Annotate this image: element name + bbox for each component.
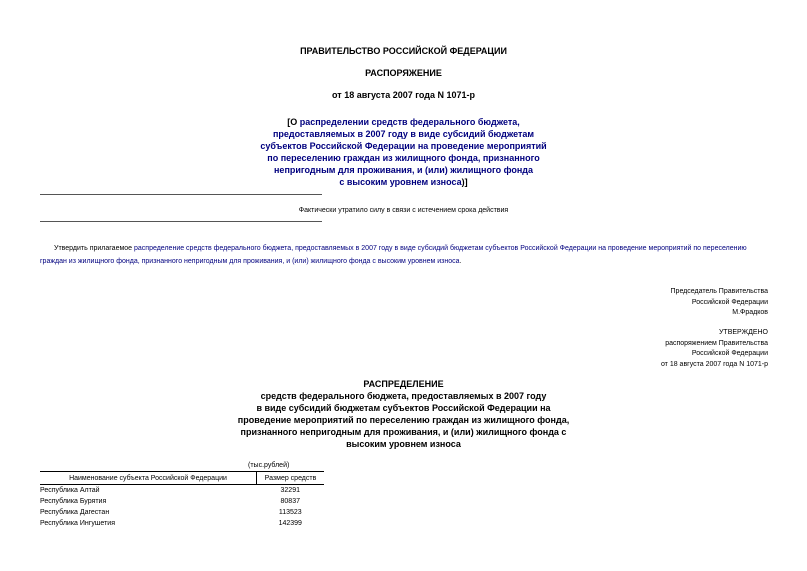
- region-name: Республика Бурятия: [40, 498, 107, 505]
- column-header-amount: Размер средств: [257, 472, 325, 485]
- subject-link-line-4[interactable]: по переселению граждан из жилищного фонда, признанного: [267, 153, 540, 163]
- distribution-title: [0, 378, 807, 450]
- subject-open-bracket: [О: [287, 117, 300, 127]
- column-header-region: Наименование субъекта Российской Федерации: [40, 472, 257, 485]
- region-amount: 80837: [280, 498, 300, 505]
- document-date-number: от 18 августа 2007 года N 1071-р: [332, 90, 475, 100]
- signature-organization: Российской Федерации: [691, 298, 768, 306]
- approval-block: [661, 328, 768, 370]
- table-row: [40, 518, 324, 529]
- region-name: Республика Дагестан: [40, 509, 110, 516]
- signature-name: М.Фрадков: [732, 309, 768, 316]
- region-amount: 142399: [278, 520, 302, 527]
- status-note: Фактически утратило силу в связи с истечением срока действия: [298, 207, 509, 214]
- table-header-row: [40, 472, 324, 485]
- distribution-link-part-1[interactable]: распределение средств федерального бюджета, предоставляемых в 2007 году в виде субсидий бюджетам субъектов Российской Федерации на проведение мероприятий по переселению: [134, 245, 747, 252]
- distribution-line-4: признанного непригодным для проживания, и (или) жилищного фонда с: [240, 427, 567, 437]
- signature-position: Председатель Правительства: [670, 288, 768, 295]
- approval-date: от 18 августа 2007 года N 1071-р: [660, 360, 768, 368]
- distribution-line-2: в виде субсидий бюджетам субъектов Российской Федерации на: [256, 403, 551, 413]
- table-row: [40, 496, 324, 507]
- distribution-line-5: высоким уровнем износа: [346, 439, 461, 449]
- approval-paragraph: [40, 242, 770, 268]
- bottom-divider: [40, 221, 322, 222]
- distribution-link-part-2[interactable]: граждан из жилищного фонда, признанного непригодным для проживания, и (или) жилищного фонда с высоким уровнем износа: [40, 258, 460, 265]
- distribution-line-3: проведение мероприятий по переселению граждан из жилищного фонда,: [237, 415, 570, 425]
- top-divider: [40, 194, 322, 195]
- distribution-heading: РАСПРЕДЕЛЕНИЕ: [363, 379, 444, 389]
- approval-by: распоряжением Правительства: [665, 339, 768, 347]
- region-name: Республика Ингушетия: [40, 520, 116, 527]
- signature-block: [671, 287, 768, 319]
- paragraph-tail: .: [459, 258, 462, 265]
- region-amount: 32291: [280, 487, 300, 494]
- approval-title: УТВЕРЖДЕНО: [718, 329, 768, 336]
- document-type: РАСПОРЯЖЕНИЕ: [365, 68, 442, 78]
- subject-link-line-6[interactable]: с высоким уровнем износа: [339, 177, 462, 187]
- subject-link-line-1[interactable]: распределении средств федерального бюджета,: [299, 117, 520, 127]
- government-title: ПРАВИТЕЛЬСТВО РОССИЙСКОЙ ФЕДЕРАЦИИ: [300, 46, 507, 56]
- paragraph-lead: Утвердить прилагаемое: [54, 245, 135, 252]
- document-subject: [0, 116, 807, 188]
- subject-link-line-3[interactable]: субъектов Российской Федерации на проведение мероприятий: [260, 141, 547, 151]
- table-row: [40, 485, 324, 497]
- distribution-table: [40, 471, 324, 529]
- table-unit: (тыс.рублей): [248, 462, 290, 469]
- approval-organization: Российской Федерации: [691, 350, 768, 357]
- subject-link-line-5[interactable]: непригодным для проживания, и (или) жилищного фонда: [274, 165, 533, 175]
- table-row: [40, 507, 324, 518]
- region-name: Республика Алтай: [40, 487, 100, 494]
- distribution-line-1: средств федерального бюджета, предоставляемых в 2007 году: [260, 391, 547, 401]
- subject-close-bracket: )]: [461, 177, 468, 187]
- subject-link-line-2[interactable]: предоставляемых в 2007 году в виде субсидий бюджетам: [272, 129, 535, 139]
- region-amount: 113523: [278, 509, 302, 516]
